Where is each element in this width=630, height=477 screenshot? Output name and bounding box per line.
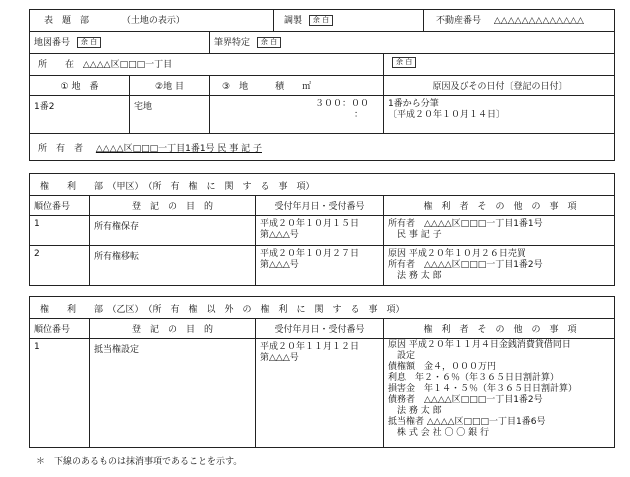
kouku-row2-kenri3: 法 務 太 郎: [388, 271, 442, 281]
genin-line1: 1番から分筆: [388, 99, 439, 109]
kouku-row1-mokuteki: 所有権保存: [90, 216, 256, 245]
otsuku-row1-kenri: [384, 339, 616, 447]
hikkai-stamp: 余 白: [257, 37, 281, 48]
fudosan-value: △△△△△△△△△△△△△: [493, 16, 584, 26]
kouku-row2-kenri1: 原因 平成２０年１０月２６日売買: [388, 249, 526, 259]
kouku-col-uketsuke: 受付年月日・受付番号: [256, 196, 384, 215]
title-label: 表 題 部: [44, 16, 90, 26]
chizu-cell: [30, 32, 210, 53]
otsuku-table: [29, 296, 615, 448]
kouku-row1-date: 平成２０年１０月１５日: [260, 219, 360, 229]
hikkai-label: 筆界特定: [214, 38, 251, 48]
kouku-title-row: [30, 174, 614, 196]
hikkai-cell: [210, 32, 616, 53]
chizu-label: 地図番号: [34, 38, 71, 48]
shozai-cell: [30, 54, 384, 75]
otsuku-col-uketsuke: 受付年月日・受付番号: [256, 319, 384, 338]
table-row: [30, 246, 614, 285]
chiseki-colon: ：: [353, 110, 363, 120]
owner-label: 所 有 者: [38, 144, 84, 154]
otsuku-line-4: 利息 年２・６％（年３６５日日割計算）: [388, 373, 560, 383]
kouku-col-kenrisha: 権 利 者 そ の 他 の 事 項: [423, 202, 577, 212]
title-cell: [30, 10, 274, 31]
kouku-table: [29, 173, 615, 286]
otsuku-line-2: 設定: [388, 351, 416, 361]
kouku-column-row: [30, 196, 614, 216]
kouku-row2-date: 平成２０年１０月２７日: [260, 249, 360, 259]
kouku-row1-kenri: [384, 216, 616, 245]
fudosan-label: 不動産番号: [436, 16, 482, 26]
owner-row: [30, 134, 614, 160]
otsuku-col-mokuteki: 登 記 の 目 的: [90, 319, 256, 338]
table-row: [30, 216, 614, 246]
land-data-row: [30, 96, 614, 134]
otsuku-line-3: 債権額 金４，０００万円: [388, 362, 497, 372]
col-chiseki: ③ 地 積 ㎡: [210, 76, 384, 95]
chiseki-cell: [210, 96, 384, 133]
otsuku-title-row: [30, 297, 614, 319]
footnote: ＊ 下線のあるものは抹消事項であることを示す。: [36, 457, 243, 467]
kouku-col-mokuteki: 登 記 の 目 的: [90, 196, 256, 215]
chosei-stamp: 余 白: [309, 15, 333, 26]
otsuku-row1-junban: 1: [30, 339, 90, 447]
otsuku-line-5: 損害金 年１４・５％（年３６５日日割計算）: [388, 384, 578, 394]
kouku-row2-uketsuke: [256, 246, 384, 285]
chimoku-value: 宅地: [130, 96, 210, 133]
otsuku-row1-date: 平成２０年１１月１２日: [260, 342, 360, 352]
chizu-row: [30, 32, 614, 54]
shozai-stamp: 余 白: [392, 57, 416, 68]
genin-line2: 〔平成２０年１０月１４日〕: [388, 110, 506, 120]
kouku-row2-number: 第△△△号: [260, 260, 299, 270]
hyodaibu-table: [29, 9, 615, 161]
chizu-stamp: 余 白: [77, 37, 101, 48]
kouku-row1-uketsuke: [256, 216, 384, 245]
otsuku-column-row: [30, 319, 614, 339]
title-sub: （土地の表示）: [121, 16, 185, 26]
shozai-label: 所 在: [38, 60, 75, 70]
kouku-row1-kenri2: 民 事 記 子: [388, 230, 442, 240]
owner-value: △△△△区□□□一丁目1番1号 民 事 記 子: [95, 144, 262, 154]
otsuku-col-kenrisha: 権 利 者 そ の 他 の 事 項: [423, 325, 577, 335]
col-chimoku: ②地 目: [130, 76, 210, 95]
otsuku-col-junban: 順位番号: [30, 319, 90, 338]
fudosan-cell: [424, 10, 616, 31]
shozai-row: [30, 54, 614, 76]
otsuku-line-1: 原因 平成２０年１１月４日金銭消費貸借同日: [388, 340, 571, 350]
otsuku-row1-mokuteki: 抵当権設定: [90, 339, 256, 447]
chiban-value: 1番2: [30, 96, 130, 133]
chosei-label: 調製: [284, 16, 303, 26]
otsuku-line-7: 法 務 太 郎: [388, 406, 442, 416]
column-header-row: [30, 76, 614, 96]
kouku-row1-junban: 1: [30, 216, 90, 245]
otsuku-line-9: 株 式 会 社 〇 〇 銀 行: [388, 428, 490, 438]
hyodaibu-header-row: [30, 10, 614, 32]
kouku-row2-kenri: [384, 246, 616, 285]
otsuku-row1-number: 第△△△号: [260, 353, 299, 363]
otsuku-row1-uketsuke: [256, 339, 384, 447]
shozai-stamp-cell: [384, 54, 616, 75]
kouku-row1-kenri1: 所有者 △△△△区□□□一丁目1番1号: [388, 219, 543, 229]
otsuku-line-6: 債務者 △△△△区□□□一丁目1番2号: [388, 395, 543, 405]
otsuku-title: 権 利 部 （乙区） （所 有 権 以 外 の 権 利 に 関 す る 事 項）: [40, 305, 405, 315]
owner-cell: [30, 134, 616, 160]
kouku-row2-junban: 2: [30, 246, 90, 285]
otsuku-line-8: 抵当権者 △△△△区□□□一丁目1番6号: [388, 417, 546, 427]
kouku-row2-mokuteki: 所有権移転: [90, 246, 256, 285]
chiseki-value: ３００：００: [314, 99, 369, 109]
genin-cell: [384, 96, 616, 133]
chosei-cell: [274, 10, 424, 31]
col-chiban: ① 地 番: [30, 76, 130, 95]
table-row: [30, 339, 614, 447]
kouku-title: 権 利 部 （甲区） （所 有 権 に 関 す る 事 項）: [40, 182, 315, 192]
col-genin: 原因及びその日付〔登記の日付〕: [432, 82, 568, 92]
shozai-value: △△△△区□□□一丁目: [82, 60, 173, 70]
kouku-row1-number: 第△△△号: [260, 230, 299, 240]
kouku-row2-kenri2: 所有者 △△△△区□□□一丁目1番2号: [388, 260, 543, 270]
kouku-col-junban: 順位番号: [30, 196, 90, 215]
